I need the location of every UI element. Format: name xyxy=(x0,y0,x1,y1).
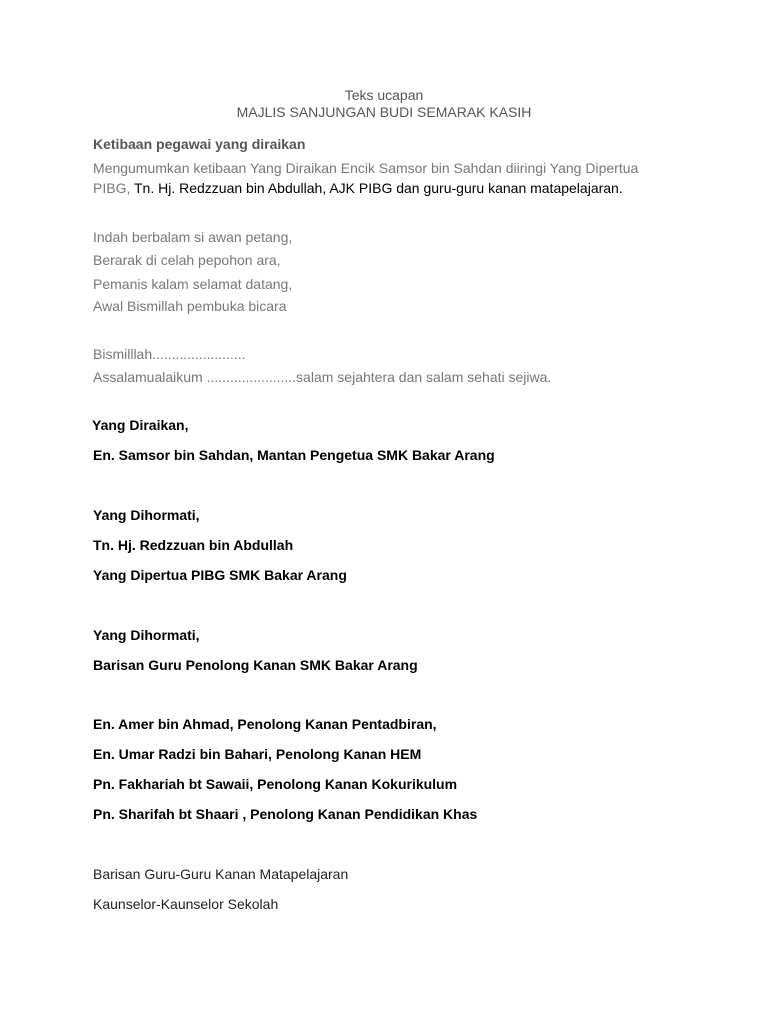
doc-subtitle: Teks ucapan xyxy=(344,87,424,103)
address-diraikan-name: En. Samsor bin Sahdan, Mantan Pengetua SMK Bakar Arang xyxy=(93,447,495,463)
address-yang-dipertua-title: Yang Dipertua PIBG SMK Bakar Arang xyxy=(93,567,347,583)
pantun-line-1: Indah berbalam si awan petang, xyxy=(93,229,293,245)
intro-grey-text: Mengumumkan ketibaan Yang Diraikan Encik Samsor bin Sahdan diiringi Yang Dipertua PIBG, xyxy=(93,160,639,196)
address-yang-dipertua-name: Tn. Hj. Redzzuan bin Abdullah xyxy=(93,537,294,553)
address-pk-pendidikan-khas: Pn. Sharifah bt Shaari , Penolong Kanan Pendidikan Khas xyxy=(93,806,478,822)
salam-line: Assalamualaikum .......................salam sejahtera dan salam sehati sejiwa. xyxy=(93,369,552,385)
section-title: Ketibaan pegawai yang diraikan xyxy=(93,136,306,152)
doc-title: MAJLIS SANJUNGAN BUDI SEMARAK KASIH xyxy=(236,104,532,120)
address-guru-penolong-kanan: Barisan Guru Penolong Kanan SMK Bakar Arang xyxy=(93,657,418,673)
address-dihormati-heading-2: Yang Dihormati, xyxy=(93,627,200,643)
address-diraikan-heading: Yang Diraikan, xyxy=(92,417,189,433)
bismillah-line: Bismilllah........................ xyxy=(93,346,246,362)
pantun-line-4: Awal Bismillah pembuka bicara xyxy=(93,298,287,314)
address-dihormati-heading-1: Yang Dihormati, xyxy=(93,507,200,523)
address-pk-hem: En. Umar Radzi bin Bahari, Penolong Kanan HEM xyxy=(93,746,422,762)
intro-paragraph xyxy=(93,158,653,198)
closing-kaunselor: Kaunselor-Kaunselor Sekolah xyxy=(93,896,279,912)
intro-black-text: Tn. Hj. Redzzuan bin Abdullah, AJK PIBG dan guru-guru kanan matapelajaran. xyxy=(133,180,623,196)
closing-guru-kanan: Barisan Guru-Guru Kanan Matapelajaran xyxy=(93,866,349,882)
pantun-line-2: Berarak di celah pepohon ara, xyxy=(93,252,281,268)
address-pk-kokurikulum: Pn. Fakhariah bt Sawaii, Penolong Kanan Kokurikulum xyxy=(93,776,458,792)
address-pk-pentadbiran: En. Amer bin Ahmad, Penolong Kanan Pentadbiran, xyxy=(93,716,437,732)
pantun-line-3: Pemanis kalam selamat datang, xyxy=(93,276,293,292)
